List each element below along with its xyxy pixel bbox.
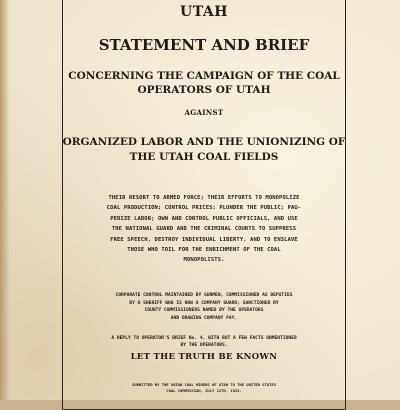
against-label: AGAINST bbox=[184, 108, 224, 117]
text-line: THEIR RESORT TO ARMED FORCE; THEIR EFFORTS TO MONOPOLIZE bbox=[108, 195, 300, 201]
concerning-line-2: OPERATORS OF UTAH bbox=[137, 84, 271, 96]
text-line: FREE SPEECH, DESTROY INDIVIDUAL LIBERTY, AND TO ENSLAVE bbox=[110, 236, 298, 243]
text-line: SUBMITTED BY THE UNION COAL MINERS OF UTAH TO THE UNITED STATES bbox=[131, 382, 276, 387]
text-line: A REPLY TO OPERATOR'S BRIEF No. 4, WITH BUT A FEW FACTS UNMENTIONED bbox=[111, 336, 297, 341]
page-shadow-edge bbox=[0, 0, 10, 400]
text-line: PERIZE LABOR; OWN AND CONTROL PUBLIC OFFICIALS, AND USE bbox=[110, 215, 298, 222]
document-title: STATEMENT AND BRIEF bbox=[98, 36, 310, 54]
organized-line-1: ORGANIZED LABOR AND THE UNIONIZING OF bbox=[62, 136, 346, 148]
organized-labor-subtitle bbox=[62, 135, 346, 165]
text-line: THOSE WHO TOIL FOR THE ENRICHMENT OF THE COAL bbox=[127, 247, 281, 254]
text-line: AND DRAWING COMPANY PAY. bbox=[170, 315, 238, 321]
truth-heading: LET THE TRUTH BE KNOWN bbox=[130, 352, 278, 362]
text-line: COUNTY COMMISSIONERS NAMED BY THE OPERATORS bbox=[144, 308, 264, 313]
text-line: BY A SHERIFF WHO IS NOW A COMPANY GUARD; SANCTIONED BY bbox=[129, 300, 279, 306]
reply-paragraph bbox=[78, 335, 330, 349]
corporate-control-paragraph bbox=[78, 292, 330, 322]
text-line: THE NATIONAL GUARD AND THE CRIMINAL COURTS TO SUPPRESS bbox=[111, 226, 297, 233]
concerning-subtitle bbox=[62, 69, 346, 97]
concerning-line-1: CONCERNING THE CAMPAIGN OF THE COAL bbox=[68, 70, 340, 82]
text-line: COAL COMMISSION, JULY 12TH, 1923. bbox=[166, 388, 242, 393]
text-line: COAL PRODUCTION; CONTROL PRICES; PLUNDER THE PUBLIC; PAU- bbox=[106, 205, 302, 212]
text-line: CORPORATE CONTROL MAINTAINED BY GUNMEN, COMMISSIONED AS DEPUTIES bbox=[115, 293, 293, 298]
document-heading: UTAH bbox=[180, 4, 228, 20]
text-line: MONOPOLISTS. bbox=[183, 257, 225, 264]
resort-paragraph bbox=[78, 193, 330, 266]
submitted-note bbox=[80, 382, 328, 394]
organized-line-2: THE UTAH COAL FIELDS bbox=[129, 151, 279, 163]
text-line: BY THE OPERATORS. bbox=[180, 343, 228, 348]
